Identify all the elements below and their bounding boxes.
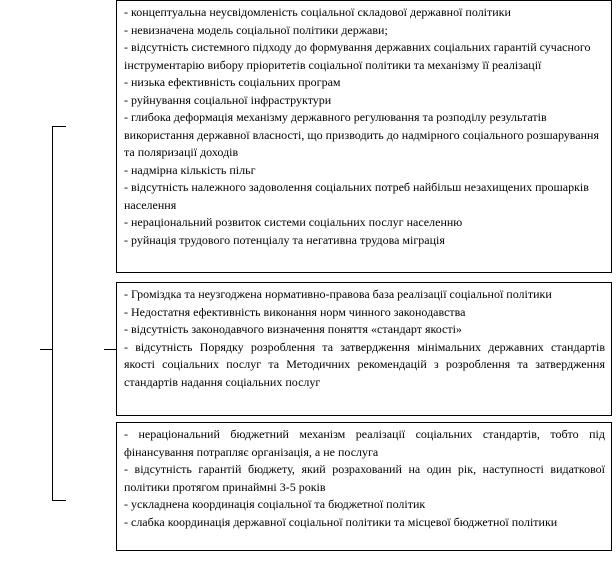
list-item: - нераціональний розвиток системи соціальних послуг населенню: [124, 215, 463, 229]
list-item: - відсутність Порядку розроблення та затвердження мінімальних державних стандартів якості соціальних послуг та Методичних рекомендацій з розроблення та затвердження стандартів надання соціальних послуг: [124, 339, 605, 389]
list-item: - відсутність гарантій бюджету, який розрахований на один рік, наступності видаткової політики протягом принаймні 3-5 років: [124, 462, 605, 494]
problem-group-1: [116, 0, 612, 273]
list-item: - концептуальна неусвідомленість соціальної складової державної політики: [124, 5, 511, 19]
list-item: - відсутність системного підходу до формування державних соціальних гарантій сучасного інструментарію вибору пріоритетів соціальної політики та механізму її реалізації: [124, 40, 591, 72]
bracket-spine: [52, 126, 53, 501]
list-item: - нераціональний бюджетний механізм реалізації соціальних стандартів, тобто під фінансування потрапляє організація, а не послуга: [124, 427, 605, 459]
list-item: - невизначена модель соціальної політики держави;: [124, 22, 388, 37]
list-item: - Недостатня ефективність виконання норм чинного законодавства: [124, 304, 466, 319]
list-item: - низька ефективність соціальних програм: [124, 75, 341, 89]
list-item: - слабка координація державної соціальної політики та місцевої бюджетної політики: [124, 514, 558, 529]
list-item: - глибока деформація механізму державного регулювання та розподілу результатів використання державної власності, що призводить до надмірного соціального розшарування та поляризації доходів: [124, 110, 599, 159]
list-item: - руйнування соціальної інфраструктури: [124, 92, 332, 107]
list-item: - відсутність законодавчого визначення поняття «стандарт якості»: [124, 322, 462, 336]
bracket-middle-tick: [40, 349, 53, 350]
list-item: - надмірна кількість пільг: [124, 162, 256, 177]
problem-group-2: [116, 282, 612, 416]
connector-to-box-2: [104, 349, 116, 350]
bracket-bottom-tick: [52, 500, 66, 501]
bracket-top-tick: [52, 126, 66, 127]
list-item: - відсутність належного задоволення соціальних потреб найбільш незахищених прошарків населення: [124, 180, 589, 212]
list-item: - ускладнена координація соціальної та бюджетної політик: [124, 497, 426, 511]
list-item: - руйнація трудового потенціалу та негативна трудова міграція: [124, 232, 445, 247]
list-item: - Громіздка та неузгоджена нормативно-правова база реалізації соціальної політики: [124, 287, 552, 301]
problem-group-3: [116, 422, 612, 551]
